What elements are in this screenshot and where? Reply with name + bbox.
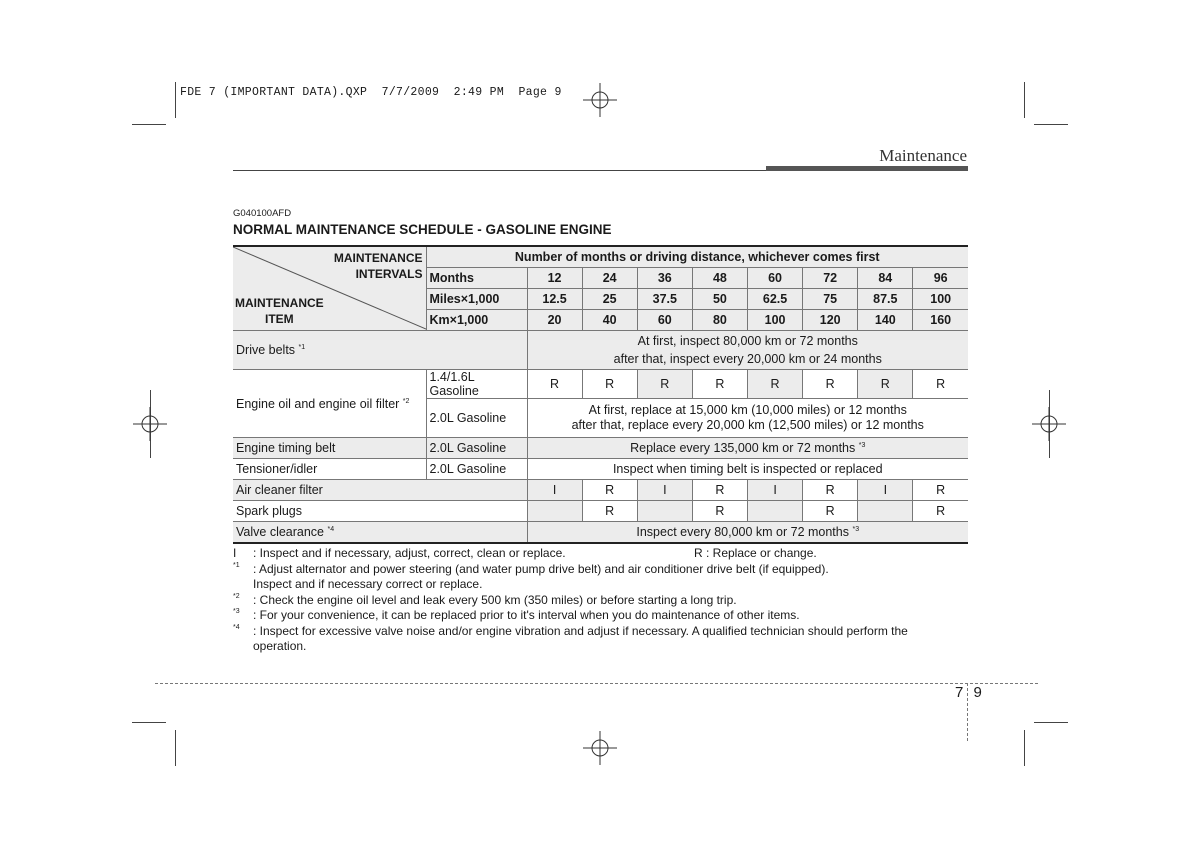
crop-mark xyxy=(1024,730,1025,766)
table-cell: 120 xyxy=(803,310,858,331)
table-cell xyxy=(858,501,913,522)
crop-mark xyxy=(175,730,176,766)
table-row xyxy=(233,480,968,501)
note-1: *1 : Adjust alternator and power steering (and water pump drive belt) and air conditioner drive belt (if equipped). Inspect and if necessary correct or replace. xyxy=(233,561,829,591)
crop-mark xyxy=(1034,124,1068,125)
item-engine-oil: Engine oil and engine oil filter $^{*2}$ xyxy=(233,370,426,438)
note-3: *3 : For your convenience, it can be replaced prior to it's interval when you do maintenance of other items. xyxy=(233,608,800,622)
engine-oil-2l-schedule: At first, replace at 15,000 km (10,000 miles) or 12 months after that, replace every 20,000 km (12,500 miles) or 12 months xyxy=(527,399,968,438)
variant-label: 1.4/1.6L Gasoline xyxy=(426,370,527,399)
table-cell: 48 xyxy=(692,268,747,289)
item-drive-belts: Drive belts $^{*1}$ xyxy=(233,331,527,370)
table-cell: I xyxy=(527,480,582,501)
crop-mark xyxy=(175,82,176,118)
valve-clearance-schedule: Inspect every 80,000 km or 72 months $^{*3}$ xyxy=(527,522,968,544)
variant-label: 2.0L Gasoline xyxy=(426,399,527,438)
table-cell: 24 xyxy=(582,268,637,289)
table-row xyxy=(233,246,968,268)
table-row xyxy=(233,459,968,480)
crop-mark xyxy=(132,722,166,723)
table-cell: 84 xyxy=(858,268,913,289)
table-cell: 20 xyxy=(527,310,582,331)
table-cell: I xyxy=(858,480,913,501)
table-cell: 87.5 xyxy=(858,289,913,310)
table-cell: R xyxy=(692,370,747,399)
footnotes xyxy=(233,546,968,655)
maintenance-schedule-table xyxy=(233,245,968,544)
table-cell: R xyxy=(858,370,913,399)
km-label: Km×1,000 xyxy=(426,310,527,331)
page-title: NORMAL MAINTENANCE SCHEDULE - GASOLINE ENGINE xyxy=(233,222,612,237)
table-cell: I xyxy=(637,480,692,501)
table-cell: R xyxy=(913,370,968,399)
registration-mark-icon xyxy=(133,407,167,441)
registration-mark-icon xyxy=(1032,407,1066,441)
corner-item-label: MAINTENANCE ITEM xyxy=(235,296,324,326)
doc-code: G040100AFD xyxy=(233,208,292,219)
table-cell: 25 xyxy=(582,289,637,310)
registration-mark-icon xyxy=(583,83,617,117)
item-spark-plugs: Spark plugs xyxy=(233,501,527,522)
table-cell: I xyxy=(748,480,803,501)
table-cell xyxy=(748,501,803,522)
table-cell: R xyxy=(913,480,968,501)
table-cell: R xyxy=(748,370,803,399)
table-cell: 140 xyxy=(858,310,913,331)
table-row xyxy=(233,522,968,544)
table-row xyxy=(233,501,968,522)
table-cell: R xyxy=(582,501,637,522)
header-corner xyxy=(233,246,426,331)
note-legend: I : Inspect and if necessary, adjust, correct, clean or replace. R : Replace or change. xyxy=(233,546,817,560)
page-number: 7 9 xyxy=(955,684,985,701)
table-cell xyxy=(527,501,582,522)
table-cell: 60 xyxy=(637,310,692,331)
table-cell: R xyxy=(803,501,858,522)
interval-header: Number of months or driving distance, whichever comes first xyxy=(426,246,968,268)
print-header: FDE 7 (IMPORTANT DATA).QXP 7/7/2009 2:49 PM Page 9 xyxy=(180,86,562,99)
table-cell: 50 xyxy=(692,289,747,310)
crop-mark xyxy=(1024,82,1025,118)
variant-label: 2.0L Gasoline xyxy=(426,438,527,459)
item-timing-belt: Engine timing belt xyxy=(233,438,426,459)
table-row xyxy=(233,438,968,459)
table-cell: 12.5 xyxy=(527,289,582,310)
table-cell: 75 xyxy=(803,289,858,310)
table-cell: 100 xyxy=(748,310,803,331)
table-cell: 96 xyxy=(913,268,968,289)
item-valve-clearance: Valve clearance $^{*4}$ xyxy=(233,522,527,544)
crop-mark xyxy=(1034,722,1068,723)
note-2: *2 : Check the engine oil level and leak every 500 km (350 miles) or before starting a long trip. xyxy=(233,592,737,607)
item-air-cleaner: Air cleaner filter xyxy=(233,480,527,501)
note-4: *4 : Inspect for excessive valve noise and/or engine vibration and adjust if necessary. A qualified technician should perform the operation. xyxy=(233,623,908,653)
variant-label: 2.0L Gasoline xyxy=(426,459,527,480)
table-cell: R xyxy=(637,370,692,399)
table-cell: R xyxy=(527,370,582,399)
registration-mark-icon xyxy=(583,731,617,765)
table-cell: R xyxy=(913,501,968,522)
table-cell: 160 xyxy=(913,310,968,331)
table-cell: R xyxy=(692,501,747,522)
table-cell: 40 xyxy=(582,310,637,331)
drive-belts-schedule: At first, inspect 80,000 km or 72 months after that, inspect every 20,000 km or 24 months xyxy=(527,331,968,370)
item-tensioner: Tensioner/idler xyxy=(233,459,426,480)
table-cell: 72 xyxy=(803,268,858,289)
table-cell: 80 xyxy=(692,310,747,331)
table-cell: R xyxy=(803,370,858,399)
timing-belt-schedule: Replace every 135,000 km or 72 months $^{*3}$ xyxy=(527,438,968,459)
table-cell: R xyxy=(582,370,637,399)
table-cell xyxy=(637,501,692,522)
header-bar xyxy=(766,166,968,171)
table-cell: 37.5 xyxy=(637,289,692,310)
table-cell: R xyxy=(803,480,858,501)
table-cell: R xyxy=(582,480,637,501)
corner-intervals-label: MAINTENANCE INTERVALS xyxy=(333,251,423,281)
table-row xyxy=(233,370,968,399)
section-title: Maintenance xyxy=(879,146,967,165)
table-cell: 60 xyxy=(748,268,803,289)
miles-label: Miles×1,000 xyxy=(426,289,527,310)
table-cell: 62.5 xyxy=(748,289,803,310)
table-cell: R xyxy=(692,480,747,501)
table-cell: 100 xyxy=(913,289,968,310)
months-label: Months xyxy=(426,268,527,289)
table-row xyxy=(233,331,968,370)
footer-dotted-rule xyxy=(155,683,1038,684)
table-cell: 36 xyxy=(637,268,692,289)
crop-mark xyxy=(132,124,166,125)
tensioner-schedule: Inspect when timing belt is inspected or replaced xyxy=(527,459,968,480)
table-cell: 12 xyxy=(527,268,582,289)
